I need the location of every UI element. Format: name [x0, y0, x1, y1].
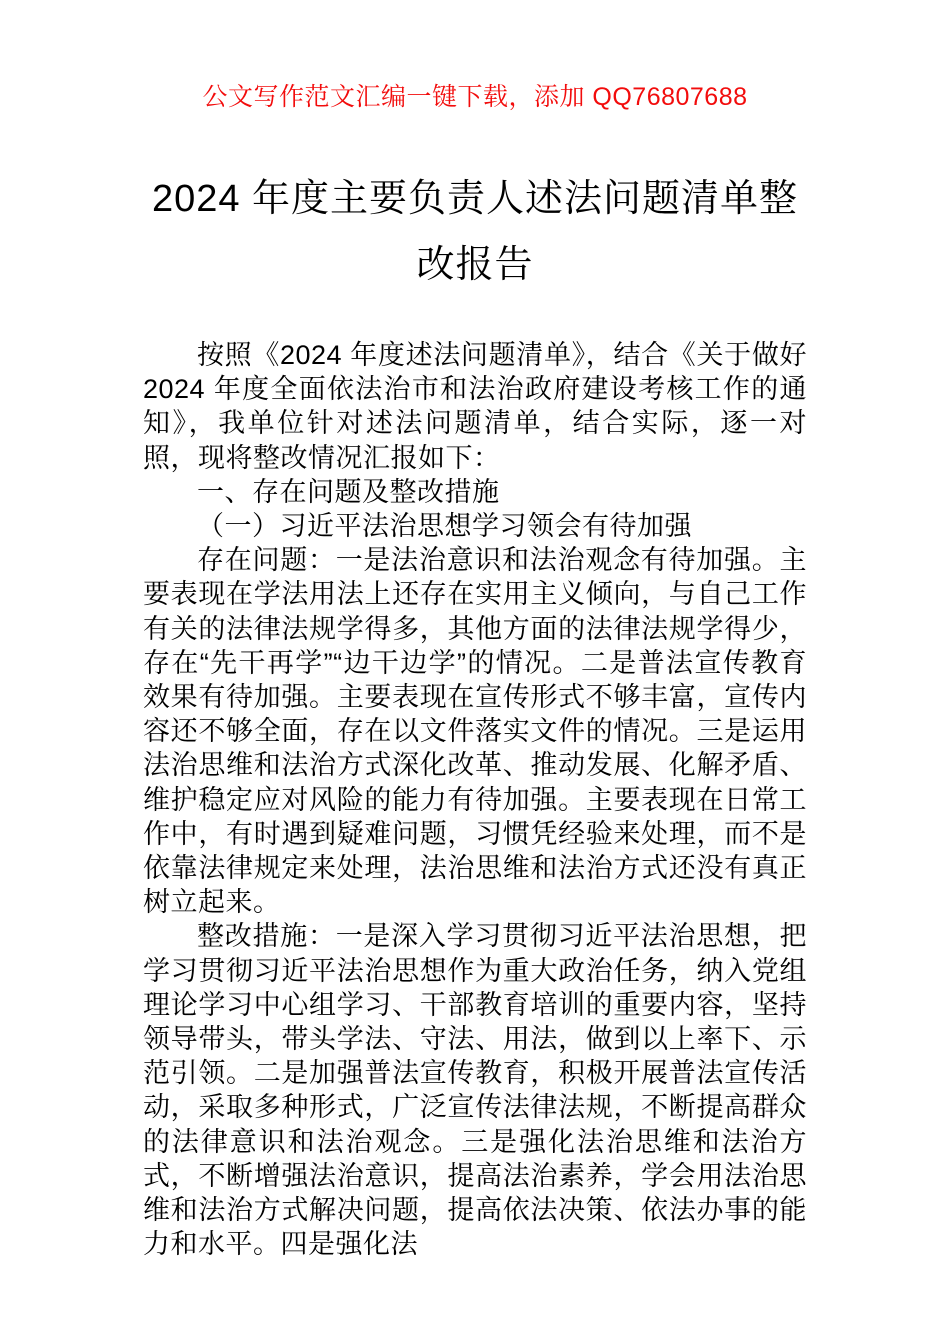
document-title: 2024 年度主要负责人述法问题清单整改报告	[151, 178, 799, 286]
document-body	[143, 338, 807, 1261]
heading-subsection-one: （一）习近平法治思想学习领会有待加强	[197, 511, 692, 542]
paragraph-existing-problems: 存在问题：一是法治意识和法治观念有待加强。主要表现在学法用法上还存在实用主义倾向，与自己工作有关的法律法规学得多，其他方面的法律法规学得少，存在“先干再学”“边干边学”的情况。二是普法宣传教育效果有待加强。主要表现在宣传形式不够丰富，宣传内容还不够全面，存在以文件落实文件的情况。三是运用法治思维和法治方式深化改革、推动发展、化解矛盾、维护稳定应对风险的能力有待加强。主要表现在日常工作中，有时遇到疑难问题，习惯凭经验来处理，而不是依靠法律规定来处理，法治思维和法治方式还没有真正树立起来。	[143, 545, 807, 918]
paragraph-intro: 按照《2024 年度述法问题清单》，结合《关于做好 2024 年度全面依法治市和法治政府建设考核工作的通知》，我单位针对述法问题清单，结合实际，逐一对照，现将整改情况汇报如下：	[143, 340, 807, 473]
heading-section-one: 一、存在问题及整改措施	[197, 476, 500, 507]
paragraph-rectification-measures: 整改措施：一是深入学习贯彻习近平法治思想，把学习贯彻习近平法治思想作为重大政治任务，纳入党组理论学习中心组学习、干部教育培训的重要内容，坚持领导带头，带头学法、守法、用法，做到以上率下、示范引领。二是加强普法宣传教育，积极开展普法宣传活动，采取多种形式，广泛宣传法律法规，不断提高群众的法律意识和法治观念。三是强化法治思维和法治方式，不断增强法治意识，提高法治素养，学会用法治思维和法治方式解决问题，提高依法决策、依法办事的能力和水平。四是强化法	[143, 921, 807, 1260]
header-ad-text: 公文写作范文汇编一键下载，添加 QQ76807688	[202, 83, 748, 111]
